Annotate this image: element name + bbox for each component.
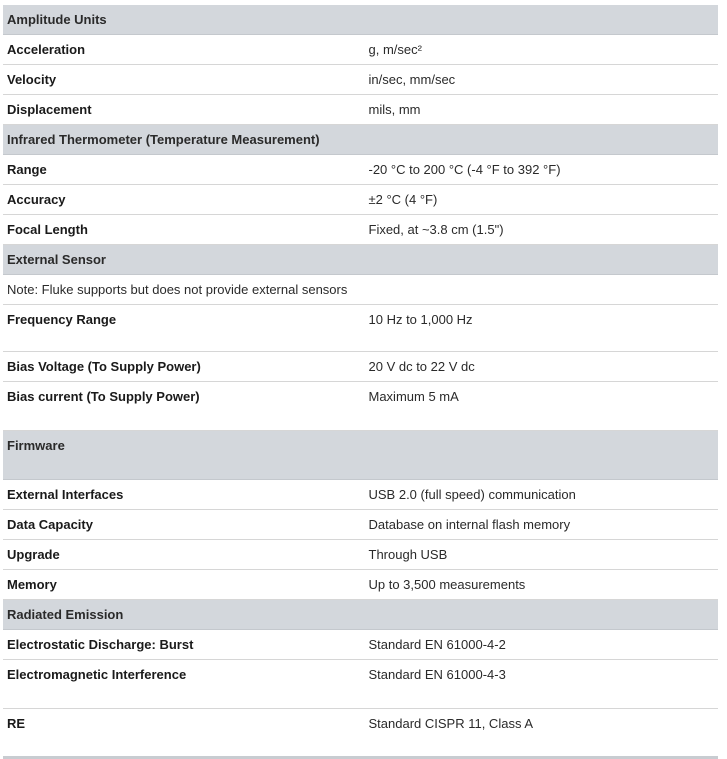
section-title: Infrared Thermometer (Temperature Measurement): [3, 125, 718, 155]
spec-row-velocity: [3, 65, 718, 95]
spec-label: Frequency Range: [3, 305, 361, 352]
spec-label: Velocity: [3, 65, 361, 95]
spec-value: Through USB: [361, 540, 719, 570]
spec-label: Acceleration: [3, 35, 361, 65]
note-row: [3, 275, 718, 305]
spec-row-memory: [3, 570, 718, 600]
section-title: External Sensor: [3, 245, 718, 275]
spec-value: Standard EN 61000-4-2: [361, 630, 719, 660]
spec-value: 20 V dc to 22 V dc: [361, 352, 719, 382]
spec-value: Maximum 5 mA: [361, 382, 719, 431]
spec-row-bias-current-to-supply-power: [3, 382, 718, 431]
spec-value: Standard CISPR 11, Class A: [361, 709, 719, 758]
spec-label: Focal Length: [3, 215, 361, 245]
section-header-amplitude-units: [3, 5, 718, 35]
spec-value: in/sec, mm/sec: [361, 65, 719, 95]
spec-value: Fixed, at ~3.8 cm (1.5"): [361, 215, 719, 245]
section-header-radiated-emission: [3, 600, 718, 630]
spec-row-range: [3, 155, 718, 185]
spec-row-external-interfaces: [3, 480, 718, 510]
section-title: Amplitude Units: [3, 5, 718, 35]
spec-label: RE: [3, 709, 361, 758]
spec-value: 10 Hz to 1,000 Hz: [361, 305, 719, 352]
spec-value: g, m/sec²: [361, 35, 719, 65]
spec-table: [3, 5, 718, 759]
spec-row-electrostatic-discharge-burst: [3, 630, 718, 660]
spec-label: Electrostatic Discharge: Burst: [3, 630, 361, 660]
spec-value: Up to 3,500 measurements: [361, 570, 719, 600]
spec-label: Memory: [3, 570, 361, 600]
spec-label: Bias Voltage (To Supply Power): [3, 352, 361, 382]
spec-row-data-capacity: [3, 510, 718, 540]
note-text: Note: Fluke supports but does not provide external sensors: [3, 275, 718, 305]
spec-value: Database on internal flash memory: [361, 510, 719, 540]
section-title: Radiated Emission: [3, 600, 718, 630]
spec-row-displacement: [3, 95, 718, 125]
spec-value: ±2 °C (4 °F): [361, 185, 719, 215]
spec-label: Upgrade: [3, 540, 361, 570]
spec-label: Data Capacity: [3, 510, 361, 540]
spec-label: Range: [3, 155, 361, 185]
spec-label: Accuracy: [3, 185, 361, 215]
spec-value: Standard EN 61000-4-3: [361, 660, 719, 709]
spec-row-frequency-range: [3, 305, 718, 352]
spec-table-body: [3, 5, 718, 758]
spec-label: Bias current (To Supply Power): [3, 382, 361, 431]
section-header-firmware: [3, 431, 718, 480]
spec-row-acceleration: [3, 35, 718, 65]
spec-row-focal-length: [3, 215, 718, 245]
spec-value: -20 °C to 200 °C (-4 °F to 392 °F): [361, 155, 719, 185]
spec-value: mils, mm: [361, 95, 719, 125]
section-title: Firmware: [3, 431, 718, 480]
spec-label: Electromagnetic Interference: [3, 660, 361, 709]
spec-row-upgrade: [3, 540, 718, 570]
spec-row-bias-voltage-to-supply-power: [3, 352, 718, 382]
spec-row-accuracy: [3, 185, 718, 215]
spec-label: External Interfaces: [3, 480, 361, 510]
spec-value: USB 2.0 (full speed) communication: [361, 480, 719, 510]
spec-row-electromagnetic-interference: [3, 660, 718, 709]
section-header-infrared-thermometer-temperature-measurement: [3, 125, 718, 155]
section-header-external-sensor: [3, 245, 718, 275]
spec-label: Displacement: [3, 95, 361, 125]
spec-row-re: [3, 709, 718, 758]
